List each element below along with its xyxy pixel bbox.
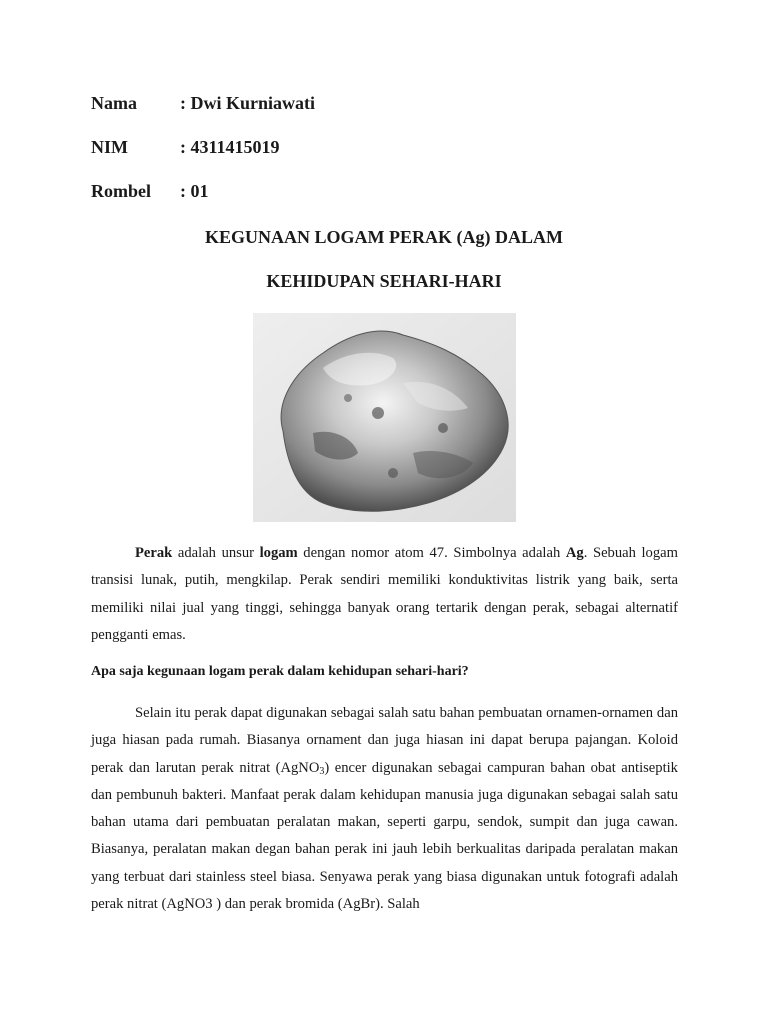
nim-label: NIM [91, 137, 128, 157]
intro-text-1: adalah unsur [172, 545, 260, 561]
document-title-line-1: KEGUNAAN LOGAM PERAK (Ag) DALAM [205, 227, 563, 247]
name-label: Nama [91, 93, 137, 113]
body-paragraph [91, 700, 678, 918]
body-text-1: Selain itu perak dapat digunakan sebagai salah satu bahan pembuatan ornamen-ornamen dan juga hiasan pada rumah. Biasanya ornament dan juga hiasan ini dapat berupa pajangan. Koloid perak dan larutan perak nitrat (AgNO [91, 705, 678, 776]
term-logam: logam [259, 545, 298, 561]
rombel-label: Rombel [91, 181, 151, 201]
subscript-3: 3 [319, 765, 325, 777]
name-value: : Dwi Kurniawati [180, 93, 315, 113]
intro-text-2: dengan nomor atom 47. Simbolnya adalah [297, 545, 566, 561]
intro-paragraph [91, 540, 678, 649]
term-ag: Ag [565, 545, 584, 561]
intro-text-3: . Sebuah logam transisi lunak, putih, mengkilap. Perak sendiri memiliki konduktivitas listrik yang baik, serta memiliki nilai jual yang tinggi, sehingga banyak orang tertarik dengan perak, sebagai alternatif pengganti emas. [91, 545, 678, 643]
question-heading: Apa saja kegunaan logam perak dalam kehidupan sehari-hari? [91, 664, 469, 679]
term-perak: Perak [135, 545, 173, 561]
body-text-2: ) encer digunakan sebagai campuran bahan obat antiseptik dan pembunuh bakteri. Manfaat perak dalam kehidupan manusia juga digunakan sebagai salah satu bahan utama dari pembuatan peralatan makan, seperti garpu, sendok, sumpit dan juga cawan. Biasanya, peralatan makan degan bahan perak ini jauh lebih berkualitas daripada peralatan makan yang terbuat dari stainless steel biasa. Senyawa perak yang biasa digunakan untuk fotografi adalah perak nitrat (AgNO3 ) dan perak bromida (AgBr). Salah [91, 759, 678, 913]
rombel-value: : 01 [180, 181, 209, 201]
nim-value: : 4311415019 [180, 137, 280, 157]
document-title-line-2: KEHIDUPAN SEHARI-HARI [266, 271, 502, 291]
silver-nugget-image [253, 313, 516, 522]
